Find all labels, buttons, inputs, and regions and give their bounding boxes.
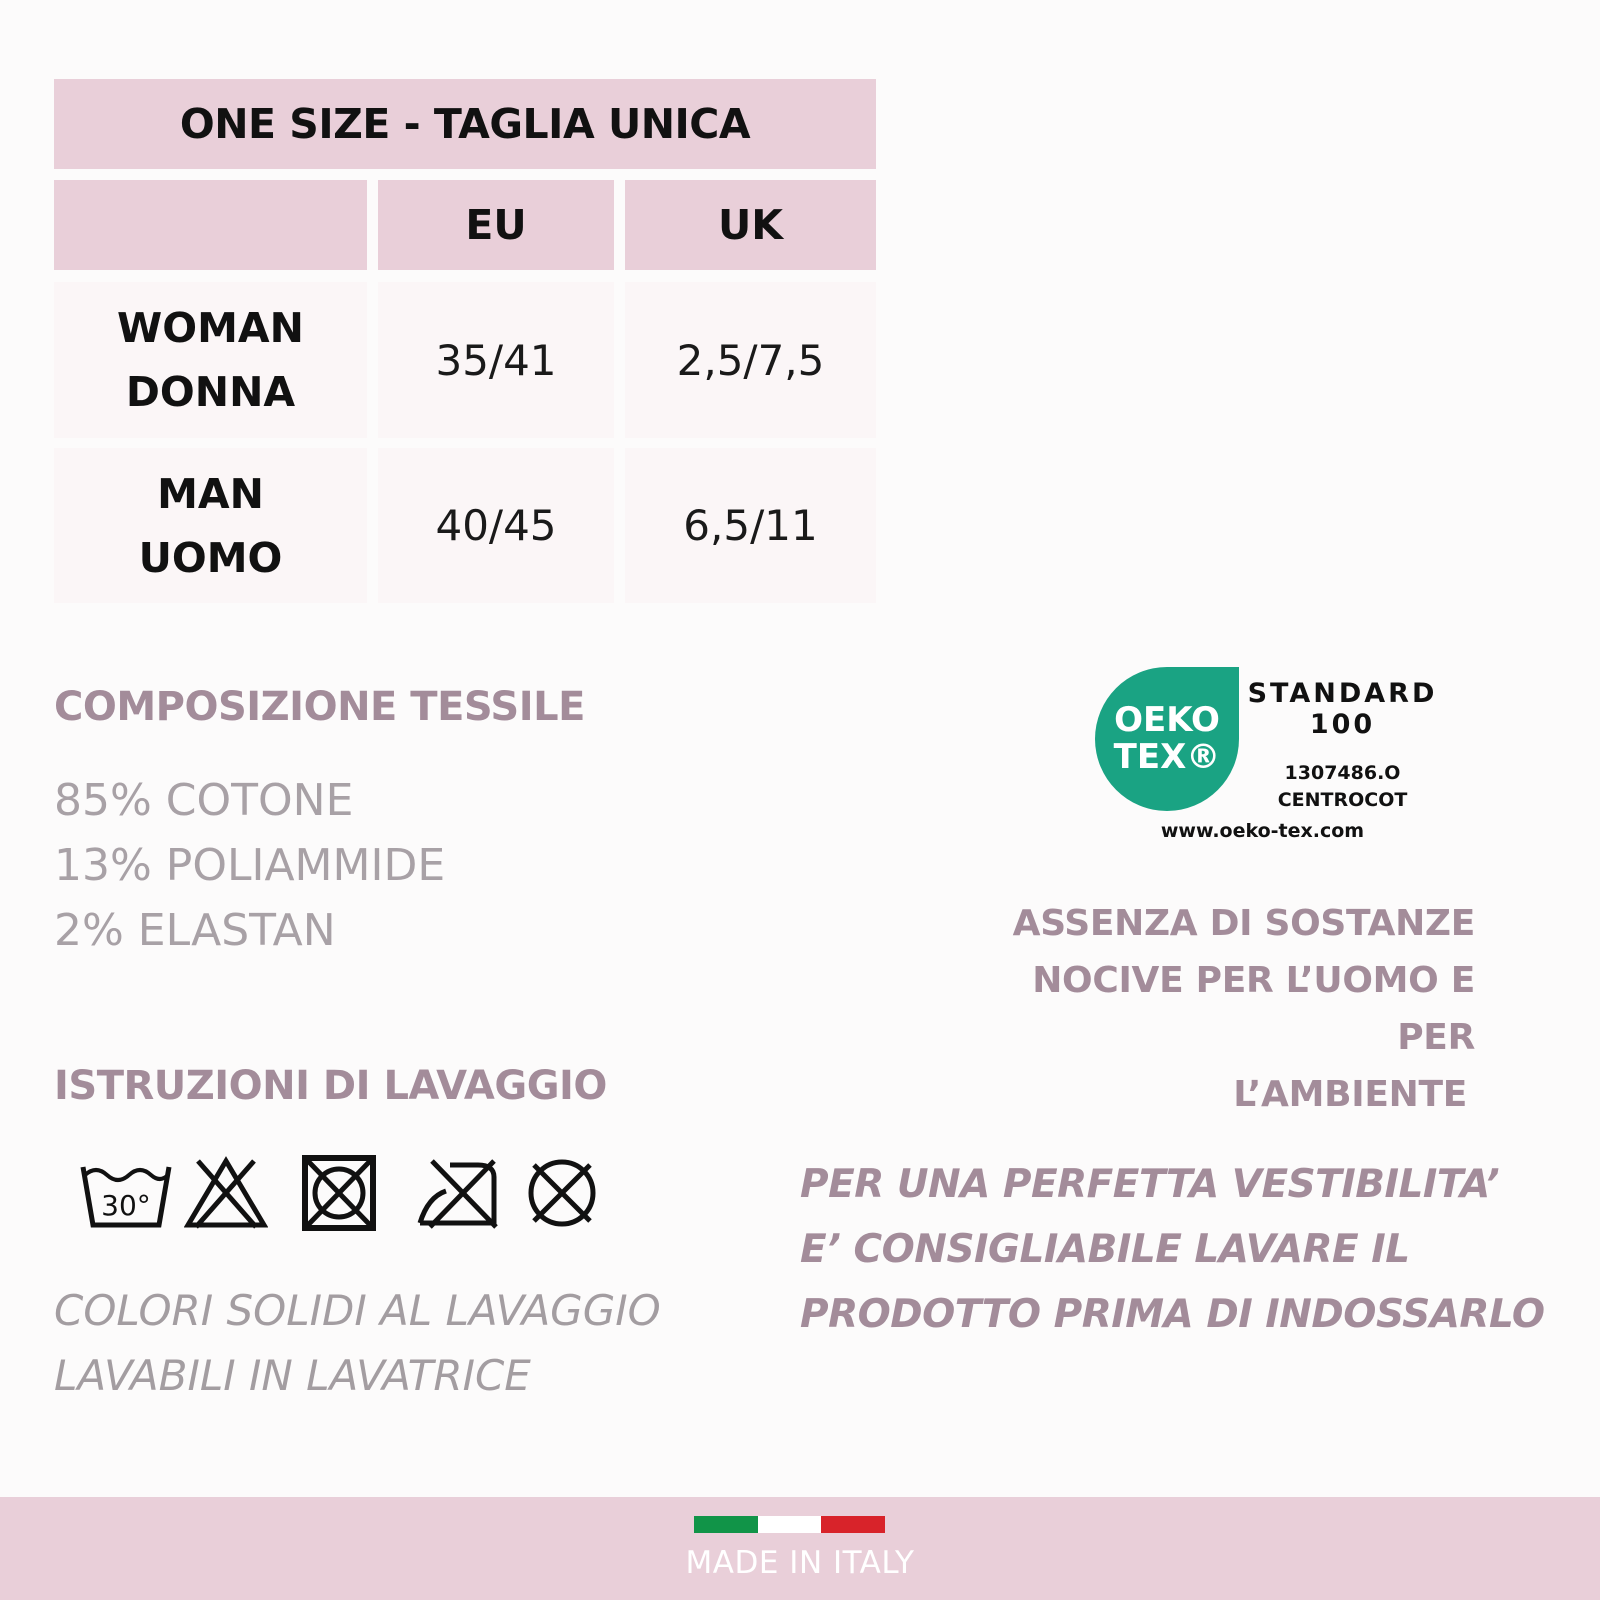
oeko-standard-line: STANDARD <box>1247 678 1438 709</box>
fit-line: E’ CONSIGLIABILE LAVARE IL <box>800 1227 1410 1272</box>
fit-note <box>800 1152 1545 1347</box>
row-label-en: WOMAN <box>117 304 304 352</box>
wash-30-icon <box>80 1155 172 1235</box>
table-header-uk: UK <box>625 180 876 270</box>
table-header-eu: EU <box>378 180 614 270</box>
no-tumble-dry-icon <box>302 1155 376 1231</box>
composition-title: COMPOSIZIONE TESSILE <box>54 684 585 730</box>
table-cell-woman-uk: 2,5/7,5 <box>625 282 876 438</box>
oeko-tex-logo <box>1095 667 1239 811</box>
table-cell-woman-eu: 35/41 <box>378 282 614 438</box>
row-label-it: UOMO <box>138 533 283 582</box>
no-iron-icon <box>416 1155 500 1231</box>
oeko-logo-text: TEX® <box>1113 737 1221 777</box>
no-bleach-icon <box>184 1155 268 1231</box>
care-note: COLORI SOLIDI AL LAVAGGIO <box>54 1286 661 1335</box>
no-dry-clean-icon <box>524 1155 600 1231</box>
table-row-woman-label <box>54 282 367 438</box>
table-row-man-label <box>54 448 367 603</box>
composition-item: 2% ELASTAN <box>54 905 336 956</box>
italian-flag-icon <box>694 1516 885 1533</box>
oeko-certificate <box>1240 760 1445 814</box>
flag-stripe-red <box>821 1516 885 1533</box>
composition-item: 13% POLIAMMIDE <box>54 840 446 891</box>
oeko-standard-line: 100 <box>1309 709 1376 740</box>
oeko-institute: CENTROCOT <box>1277 789 1408 811</box>
oeko-certificate-code: 1307486.O <box>1284 762 1401 784</box>
absence-line: L’AMBIENTE <box>1233 1074 1467 1115</box>
made-in-italy: MADE IN ITALY <box>685 1545 915 1581</box>
table-cell-man-eu: 40/45 <box>378 448 614 603</box>
fit-line: PRODOTTO PRIMA DI INDOSSARLO <box>800 1292 1545 1337</box>
fit-line: PER UNA PERFETTA VESTIBILITA’ <box>800 1162 1500 1207</box>
oeko-standard <box>1240 678 1445 740</box>
absence-line: NOCIVE PER L’UOMO E PER <box>1032 960 1475 1058</box>
flag-stripe-white <box>758 1516 822 1533</box>
oeko-url: www.oeko-tex.com <box>1160 820 1365 842</box>
oeko-logo-text: OEKO <box>1114 700 1220 740</box>
care-note: LAVABILI IN LAVATRICE <box>54 1351 531 1400</box>
wash-temperature: 30° <box>101 1189 151 1222</box>
size-table-title: ONE SIZE - TAGLIA UNICA <box>54 79 876 169</box>
absence-note <box>960 895 1475 1123</box>
table-header-empty <box>54 180 367 270</box>
table-cell-man-uk: 6,5/11 <box>625 448 876 603</box>
flag-stripe-green <box>694 1516 758 1533</box>
composition-item: 85% COTONE <box>54 775 354 826</box>
row-label-en: MAN <box>157 469 264 518</box>
washing-title: ISTRUZIONI DI LAVAGGIO <box>54 1063 607 1109</box>
absence-line: ASSENZA DI SOSTANZE <box>1012 903 1475 944</box>
row-label-it: DONNA <box>125 368 296 416</box>
